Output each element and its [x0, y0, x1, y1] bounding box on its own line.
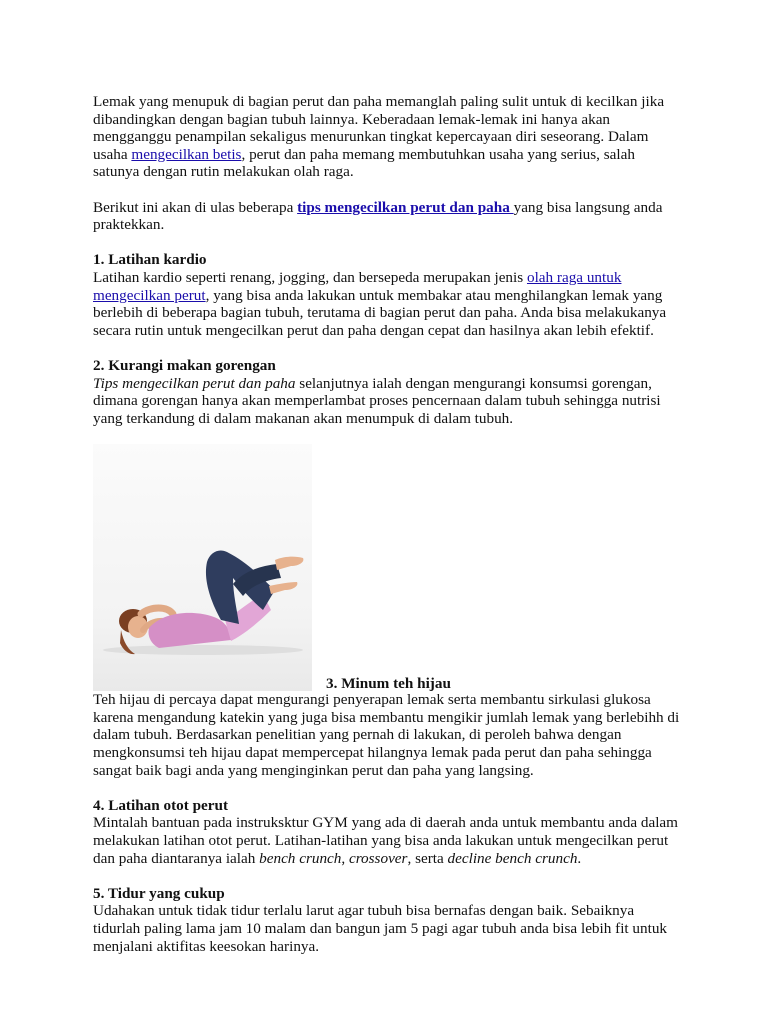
heading-tidur-cukup: 5. Tidur yang cukup: [93, 884, 225, 902]
heading-latihan-kardio: 1. Latihan kardio: [93, 251, 207, 269]
term-crossover: crossover: [348, 849, 408, 867]
section2-italic: Tips mengecilkan perut dan paha: [93, 374, 296, 392]
section5-paragraph: Udahakan untuk tidak tidur terlalu larut agar tubuh bisa bernafas dengan baik. Sebaiknya tidurlah paling lama jam 10 malam dan bangun jam 5 pagi agar tubuh anda bisa lebih fit untuk menjalani aktifitas keesokan harinya.: [93, 902, 668, 955]
lead-text: Berikut ini akan di ulas beberapa: [93, 198, 298, 216]
heading-kurangi-gorengan: 2. Kurangi makan gorengan: [93, 356, 276, 374]
section1-text: Latihan kardio seperti renang, jogging, dan bersepeda merupakan jenis: [93, 268, 527, 286]
link-mengecilkan-betis[interactable]: mengecilkan betis: [131, 145, 242, 163]
link-olah-raga[interactable]: olah raga untuk mengecilkan perut: [93, 268, 622, 304]
section2-text: selanjutnya ialah dengan mengurangi konsumsi gorengan, dimana gorengan hanya akan memperlambat proses pencernaan dalam tubuh sehingga nutrisi yang terkandung di dalam makanan akan menumpuk di dalam tubuh.: [93, 374, 661, 427]
intro-text: Lemak yang menupuk di bagian perut dan paha memanglah paling sulit untuk di kecilkan jika dibandingkan dengan bagian tubuh lainnya. Keberadaan lemak-lemak ini hanya akan mengganggu penampilan sekaligus menurunkan tingkat kepercayaan diri seseorang. Dalam usaha: [93, 93, 665, 163]
article-body: [93, 93, 685, 973]
term-bench-crunch: bench crunch: [259, 849, 342, 867]
period: .: [577, 849, 582, 867]
intro-text-end: , perut dan paha memang membutuhkan usaha yang serius, salah satunya dengan rutin melakukan olah raga.: [93, 145, 635, 181]
section4-paragraph: [93, 814, 685, 867]
lead-text-end: yang bisa langsung anda praktekkan.: [93, 198, 663, 234]
link-tips-mengecilkan[interactable]: tips mengecilkan perut dan paha: [297, 198, 514, 216]
separator: ,: [341, 849, 349, 867]
section2-paragraph: [93, 375, 685, 428]
intro-paragraph: [93, 93, 685, 181]
heading-latihan-otot-perut: 4. Latihan otot perut: [93, 796, 229, 814]
section1-paragraph: [93, 269, 685, 339]
figure-row: [93, 444, 685, 691]
section3-paragraph: Teh hijau di percaya dapat mengurangi penyerapan lemak serta membantu sirkulasi glukosa karena mengandung katekin yang juga bisa membantu mengikir jumlah lemak yang berlebihh di dalam tubuh. Berdasarkan penelitian yang pernah di lakukan, di peroleh bahwa dengan mengkonsumsi teh hijau dapat mempercepat hilangnya lemak pada perut dan paha sehingga sangat baik bagi anda yang menginginkan perut dan paha yang langsing.: [93, 691, 680, 779]
section4-text: Mintalah bantuan pada instruksktur GYM yang ada di daerah anda untuk membantu anda dalam melakukan latihan otot perut. Latihan-latihan yang bisa anda lakukan untuk mengecilkan perut dan paha diantaranya ialah: [93, 814, 678, 867]
woman-crunch-illustration: [93, 444, 312, 691]
term-decline-bench-crunch: decline bench crunch: [447, 849, 578, 867]
heading-minum-teh-hijau: 3. Minum teh hijau: [326, 675, 451, 693]
lead-paragraph: [93, 199, 685, 234]
exercise-photo: [93, 444, 312, 691]
section1-text-end: , yang bisa anda lakukan untuk membakar atau menghilangkan lemak yang berlebih di beberapa bagian tubuh, terutama di bagian perut dan paha. Anda bisa melakukanya secara rutin untuk mengecilkan perut dan paha dengan cepat dan hasilnya akan lebih efektif.: [93, 286, 667, 339]
separator: , serta: [407, 849, 448, 867]
